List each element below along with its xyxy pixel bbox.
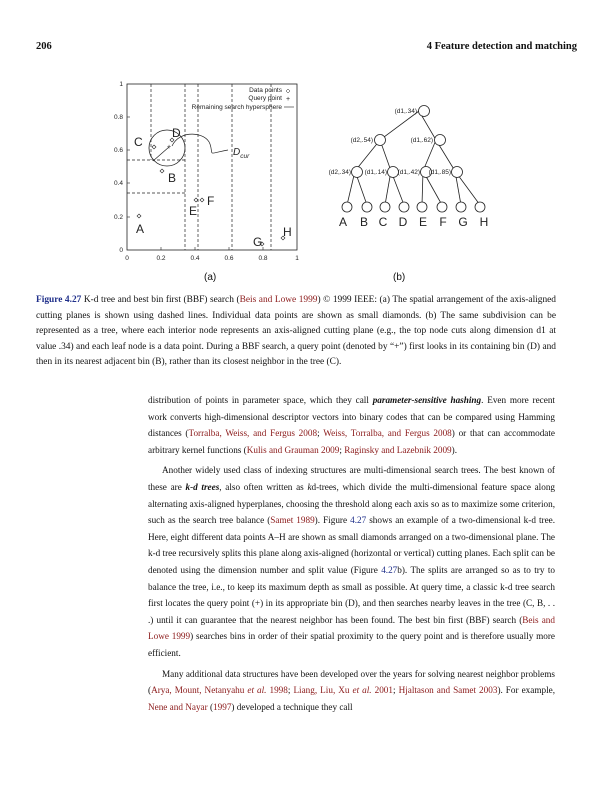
chapter-title: 4 Feature detection and matching — [426, 41, 577, 52]
leaf-f-node — [437, 202, 447, 212]
leaf-d-node — [399, 202, 409, 212]
citation-beis-lowe[interactable]: Beis and Lowe 1999 — [239, 295, 318, 305]
leaf-g: G — [458, 215, 468, 229]
running-header — [36, 41, 577, 55]
y-tick-0: 0 — [119, 247, 123, 254]
label-a: A — [136, 222, 145, 236]
y-tick-0.2: 0.2 — [113, 214, 123, 221]
figure-ref-1[interactable]: 4.27 — [350, 515, 367, 526]
node-ll — [352, 167, 363, 178]
figure-a-kd-partition — [110, 74, 310, 270]
term-parameter-sensitive-hashing: parameter-sensitive hashing — [372, 395, 482, 405]
legend-query-point: Query point — [248, 95, 282, 102]
label-g: G — [253, 235, 263, 249]
leaf-d: D — [398, 215, 408, 229]
node-rr — [452, 167, 463, 178]
label-h: H — [283, 225, 292, 239]
caption-text-1: K-d tree and best bin first (BBF) search ( — [81, 295, 240, 305]
paragraph-1: distribution of points in parameter space, which they call parameter-sensitive hashing. Even more recent work converts high-dimensional descriptor vectors into binary codes that can be compared using Hamming distances (Torralba, Weiss, and Fergus 2008; Weiss, Torralba, and Fergus 2008) or that can accommodate arbitrary kernel functions (Kulis and Grauman 2009; Raginsky and Lazebnik 2009). — [148, 395, 555, 455]
x-tick-0.4: 0.4 — [190, 255, 200, 262]
label-b: B — [168, 171, 177, 185]
citation-liang-2001[interactable]: Liang, Liu, Xu et al. 2001 — [293, 685, 393, 696]
leaf-f: F — [439, 215, 447, 229]
node-lr-label: (d1,.14) — [364, 169, 387, 176]
legend-plus: + — [285, 96, 291, 103]
y-tick-1: 1 — [119, 81, 123, 88]
node-root — [419, 106, 430, 117]
figure-b-label: (b) — [393, 272, 406, 283]
node-right-label: (d1,.62) — [410, 137, 433, 144]
legend-remaining: Remaining search hypersphere — [191, 104, 282, 111]
node-ll-label: (d2,.34) — [328, 169, 351, 176]
citation-kulis-2009[interactable]: Kulis and Grauman 2009 — [246, 444, 340, 455]
point-a — [137, 214, 141, 218]
figure-ref-2[interactable]: 4.27 — [381, 564, 398, 575]
leaf-c-node — [380, 202, 390, 212]
citation-arya-1998[interactable]: Arya, Mount, Netanyahu et al. 1998 — [151, 685, 288, 696]
body-text — [148, 392, 555, 715]
x-tick-0: 0 — [125, 255, 129, 262]
x-tick-1: 1 — [295, 255, 299, 262]
node-left-label: (d2,.54) — [350, 137, 373, 144]
leaf-b-node — [362, 202, 372, 212]
citation-torralba-2008[interactable]: Torralba, Weiss, and Fergus 2008 — [188, 428, 318, 439]
label-c: C — [134, 135, 143, 149]
leaf-e: E — [418, 215, 428, 229]
citation-samet-1989[interactable]: Samet 1989 — [270, 515, 315, 526]
page-number: 206 — [36, 41, 52, 52]
figure-b-kd-tree — [312, 96, 512, 232]
leaf-c: C — [378, 215, 388, 229]
node-right — [435, 135, 446, 146]
leaf-g-node — [456, 202, 466, 212]
paragraph-3: Many additional data structures have been developed over the years for solving nearest neighbor problems (Arya, Mount, Netanyahu et al. 1998; Liang, Liu, Xu et al. 2001; Hjaltason and Samet 2003). For example, Nene and Nayar (1997) developed a technique they call — [148, 668, 556, 712]
x-tick-0.8: 0.8 — [258, 255, 268, 262]
point-c — [152, 145, 156, 149]
leaf-a-node — [342, 202, 352, 212]
legend — [192, 87, 283, 111]
y-tick-0.6: 0.6 — [113, 147, 123, 154]
citation-weiss-2008[interactable]: Weiss, Torralba, and Fergus 2008 — [323, 428, 452, 439]
partition-plot — [110, 74, 310, 270]
point-e — [194, 198, 198, 202]
dcur-label: $D_{cur}$ — [233, 147, 250, 160]
caption-text-2: ) © 1999 IEEE: (a) The spatial arrangement of the axis-aligned cutting planes is shown using dashed lines. Individual data points are shown as small diamonds. (b) The same subdivision can be represented as a tree, where each interior node represents an axis-aligned cutting plane (e.g., the top node cuts along dimension d1 at value .34) and each leaf node is a data point. During a BBF search, a query point (denoted by “+”) first looks in its containing bin (D) and then in its nearest adjacent bin (B), rather than its closest neighbor in the tree (C). — [36, 295, 556, 368]
kd-tree-diagram — [312, 96, 512, 232]
label-d: D — [172, 126, 181, 140]
citation-hjaltason-2003[interactable]: Hjaltason and Samet 2003 — [398, 685, 498, 696]
point-f — [200, 198, 204, 202]
point-b — [160, 169, 164, 173]
legend-diamond — [286, 89, 290, 93]
legend-data-points: Data points — [249, 87, 282, 94]
term-kd-trees: k-d trees — [185, 481, 220, 492]
x-tick-0.6: 0.6 — [224, 255, 234, 262]
tree-edges — [347, 111, 480, 205]
figure-caption — [36, 293, 556, 371]
label-e: E — [189, 204, 198, 218]
data-points — [137, 138, 285, 246]
leaf-b: B — [359, 215, 369, 229]
leaf-h-node — [475, 202, 485, 212]
label-f: F — [207, 194, 215, 208]
node-rr-label: (d1,.85) — [428, 169, 451, 176]
paragraph-2: Another widely used class of indexing structures are multi-dimensional search trees. The best known of these are k-d trees, also often written as kd-trees, which divide the multi-dimensional feature space along alternating axis-aligned hyperplanes, choosing the threshold along each axis so as to maximize some criterion, such as the search tree balance (Samet 1989). Figure 4.27 shows an example of a two-dimensional k-d tree. Here, eight different data points A–H are shown as small diamonds arranged on a two-dimensional plane. The k-d tree recursively splits this plane along axis-aligned (horizontal or vertical) cutting planes. Each split can be denoted using the dimension number and split value (Figure 4.27b). The splits are arranged so as to try to balance the tree, i.e., to keep its maximum depth as small as possible. At query time, a classic k-d tree search first locates the query point (+) in its appropriate bin (D), and then searches nearby leaves in the tree (C, B, . . .) until it can guarantee that the nearest neighbor has been found. The best bin first (BBF) search (Beis and Lowe 1999) searches bins in order of their spatial proximity to the query point and is therefore usually more efficient. — [148, 465, 556, 658]
node-root-label: (d1,.34) — [394, 108, 417, 115]
leaf-h: H — [479, 215, 489, 229]
figure-number: Figure 4.27 — [36, 295, 82, 305]
citation-raginsky-2009[interactable]: Raginsky and Lazebnik 2009 — [344, 444, 452, 455]
y-tick-0.4: 0.4 — [113, 180, 123, 187]
figure-a-label: (a) — [204, 272, 217, 283]
x-tick-0.2: 0.2 — [156, 255, 166, 262]
query-point-plus: + — [166, 144, 172, 151]
citation-beis-lowe-body[interactable]: Beis and Lowe 1999 — [148, 614, 555, 642]
citation-nene-1997[interactable]: 1997 — [213, 701, 232, 712]
citation-nene-nayar[interactable]: Nene and Nayar — [148, 701, 208, 712]
node-left — [375, 135, 386, 146]
node-rl-label: (d1,.42) — [397, 169, 420, 176]
y-tick-0.8: 0.8 — [113, 114, 123, 121]
leaf-a: A — [338, 215, 348, 229]
leaf-e-node — [417, 202, 427, 212]
